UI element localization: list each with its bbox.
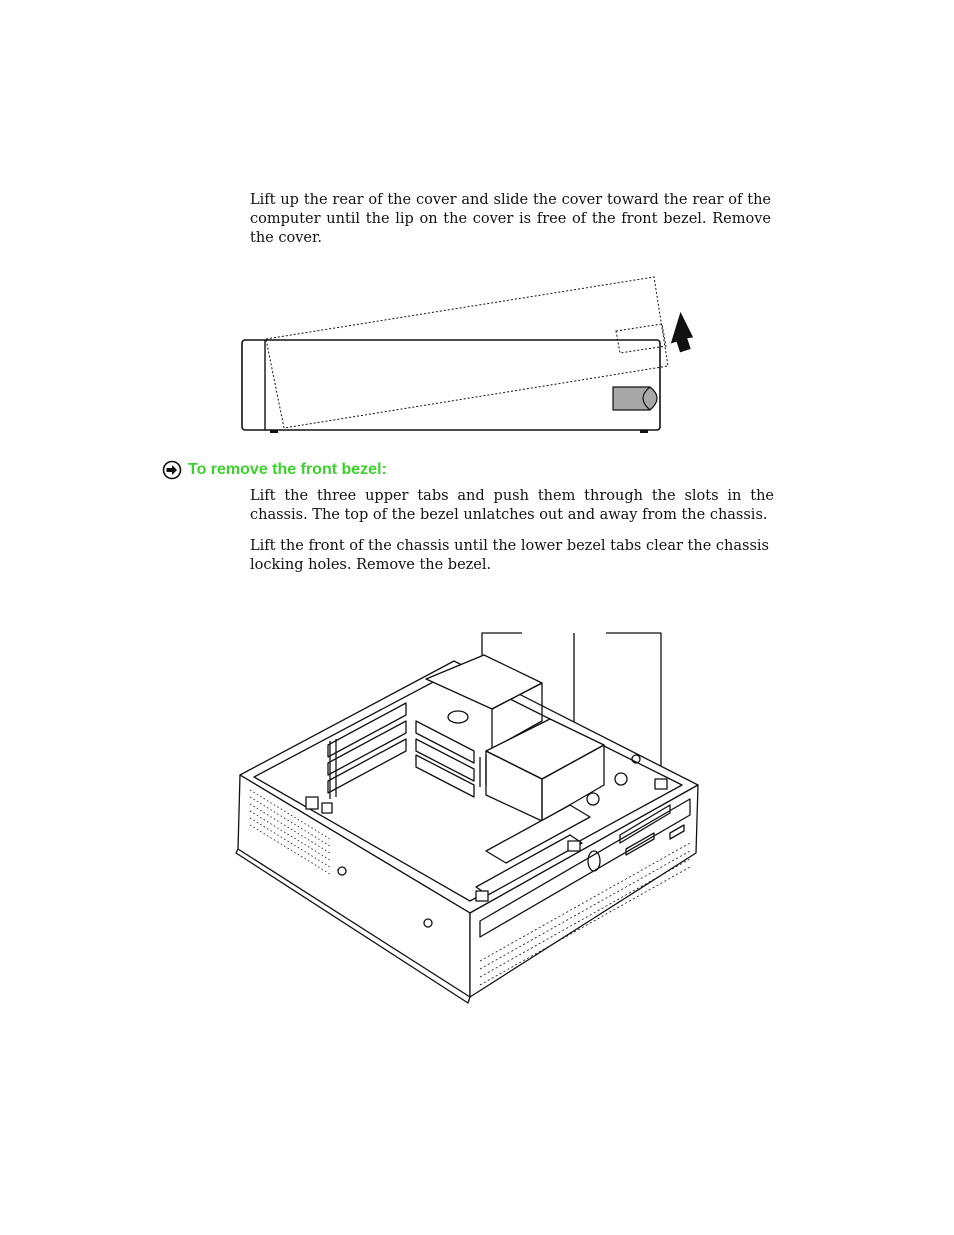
cover-latch-icon [613, 387, 657, 410]
bezel-heading-text: To remove the front bezel: [188, 461, 387, 478]
cover-removal-illustration [236, 270, 706, 440]
rear-port [306, 797, 318, 809]
bezel-removal-heading [162, 460, 387, 480]
bezel-step-two-text: Lift the front of the chassis until the lower bezel tabs clear the chassis locking holes. Remove the bezel. [250, 538, 769, 573]
bezel-step-one-text: Lift the three upper tabs and push them through the slots in the chassis. The top of the bezel unlatches out and away from the chassis. [250, 488, 774, 523]
open-chassis-illustration [230, 625, 710, 1010]
chassis-side-outline [242, 340, 660, 430]
chassis-foot-rear [640, 430, 648, 433]
upper-tab-left [476, 891, 488, 901]
up-arrow-icon [667, 311, 695, 354]
chassis-foot-front [270, 430, 278, 433]
upper-tab-middle [568, 841, 580, 851]
cover-removal-instruction: Lift up the rear of the cover and slide the cover toward the rear of the computer until the lip on the cover is free of the front bezel. Remove the cover. [250, 192, 771, 246]
right-arrow-circle-icon [162, 460, 182, 480]
upper-tab-right [655, 779, 667, 789]
